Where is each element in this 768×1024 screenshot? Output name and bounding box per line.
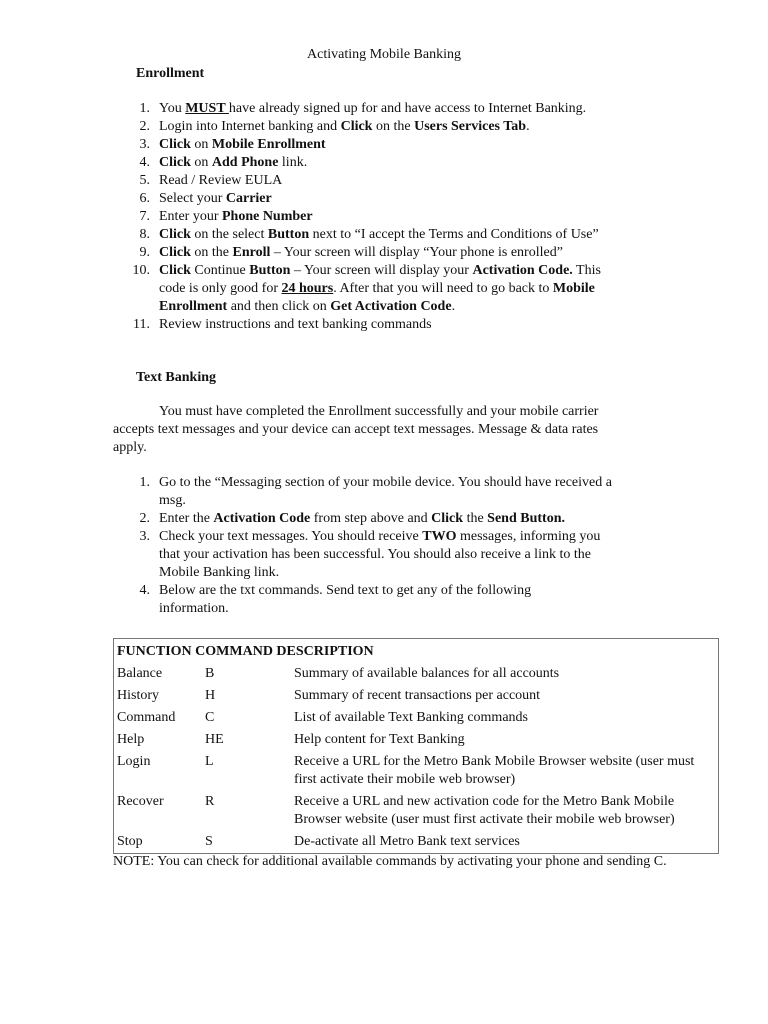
command-description: Help content for Text Banking (294, 732, 465, 747)
command-description: Receive a URL and new activation code for the Metro Bank Mobile Browser website (user must first activate their mobile web browser) (294, 794, 675, 827)
enrollment-step-text: Read / Review EULA (159, 173, 283, 188)
text-banking-step-text: Check your text messages. You should receive TWO messages, informing you that your activation has been successful. You should also receive a link to the Mobile Banking link. (159, 529, 601, 580)
text-banking-step-number: 3. (139, 529, 150, 544)
command-description: Summary of available balances for all accounts (294, 666, 560, 681)
command-code: HE (205, 732, 224, 747)
enrollment-step-number: 5. (139, 173, 150, 188)
enrollment-step-text: Select your Carrier (159, 191, 272, 206)
table-row (114, 831, 719, 854)
enrollment-step-text: Click Continue Button – Your screen will display your Activation Code. This code is only good for 24 hours. After that you will need to go back to Mobile Enrollment and then click on Get Activation Code. (159, 263, 601, 314)
text-banking-step-text: Below are the txt commands. Send text to get any of the following information. (159, 583, 532, 616)
commands-table (113, 638, 719, 854)
enrollment-step-number: 1. (139, 101, 150, 116)
table-row (114, 685, 719, 707)
text-banking-paragraph-line-1: You must have completed the Enrollment successfully and your mobile carrier (159, 404, 599, 419)
enrollment-step-text: Click on the select Button next to “I accept the Terms and Conditions of Use” (159, 227, 599, 242)
command-code: C (205, 710, 215, 725)
text-banking-paragraph-line-2: accepts text messages and your device can accept text messages. Message & data rates (113, 422, 599, 437)
text-banking-step-number: 4. (139, 583, 150, 598)
enrollment-step-text: Enter your Phone Number (159, 209, 313, 224)
command-function: Login (117, 754, 151, 769)
enrollment-step-text: You MUST have already signed up for and have access to Internet Banking. (159, 101, 587, 116)
command-description: Receive a URL for the Metro Bank Mobile Browser website (user must first activate their mobile web browser) (294, 754, 695, 787)
command-function: Balance (117, 666, 163, 681)
command-function: Command (117, 710, 176, 725)
text-banking-step-text: Go to the “Messaging section of your mobile device. You should have received a msg. (159, 475, 612, 508)
table-row (114, 663, 719, 685)
note-text: NOTE: You can check for additional available commands by activating your phone and sending C. (113, 854, 667, 869)
enrollment-step-text: Click on Add Phone link. (159, 155, 308, 170)
enrollment-step-number: 3. (139, 137, 150, 152)
command-description: List of available Text Banking commands (294, 710, 528, 725)
command-function: Stop (117, 834, 143, 849)
enrollment-step-text: Review instructions and text banking commands (159, 317, 432, 332)
text-banking-paragraph-line-3: apply. (113, 440, 147, 455)
enrollment-step-number: 4. (139, 155, 150, 170)
table-row (114, 729, 719, 751)
enrollment-step-number: 11. (133, 317, 150, 332)
text-banking-step-number: 2. (139, 511, 150, 526)
enrollment-step-number: 2. (139, 119, 150, 134)
enrollment-step-text: Login into Internet banking and Click on the Users Services Tab. (159, 119, 530, 134)
command-description: Summary of recent transactions per account (294, 688, 541, 703)
command-code: H (205, 688, 216, 703)
command-code: R (205, 794, 215, 809)
commands-table-header: FUNCTION COMMAND DESCRIPTION (117, 644, 374, 659)
enrollment-step-number: 7. (139, 209, 150, 224)
enrollment-step-number: 10. (132, 263, 150, 278)
command-function: Recover (117, 794, 164, 809)
table-row (114, 707, 719, 729)
enrollment-step-number: 6. (139, 191, 150, 206)
enrollment-heading: Enrollment (136, 66, 205, 81)
text-banking-step-number: 1. (139, 475, 150, 490)
command-code: B (205, 666, 215, 681)
document-title: Activating Mobile Banking (307, 47, 461, 62)
command-function: Help (117, 732, 145, 747)
command-function: History (117, 688, 159, 703)
text-banking-heading: Text Banking (136, 370, 217, 385)
enrollment-step-text: Click on Mobile Enrollment (159, 137, 326, 152)
text-banking-step-text: Enter the Activation Code from step above and Click the Send Button. (159, 511, 565, 526)
command-code: S (205, 834, 213, 849)
enrollment-step-number: 8. (139, 227, 150, 242)
table-row (114, 791, 719, 831)
command-description: De-activate all Metro Bank text services (294, 834, 520, 849)
command-code: L (205, 754, 214, 769)
table-row (114, 751, 719, 791)
enrollment-step-text: Click on the Enroll – Your screen will display “Your phone is enrolled” (159, 245, 563, 260)
enrollment-step-number: 9. (139, 245, 150, 260)
